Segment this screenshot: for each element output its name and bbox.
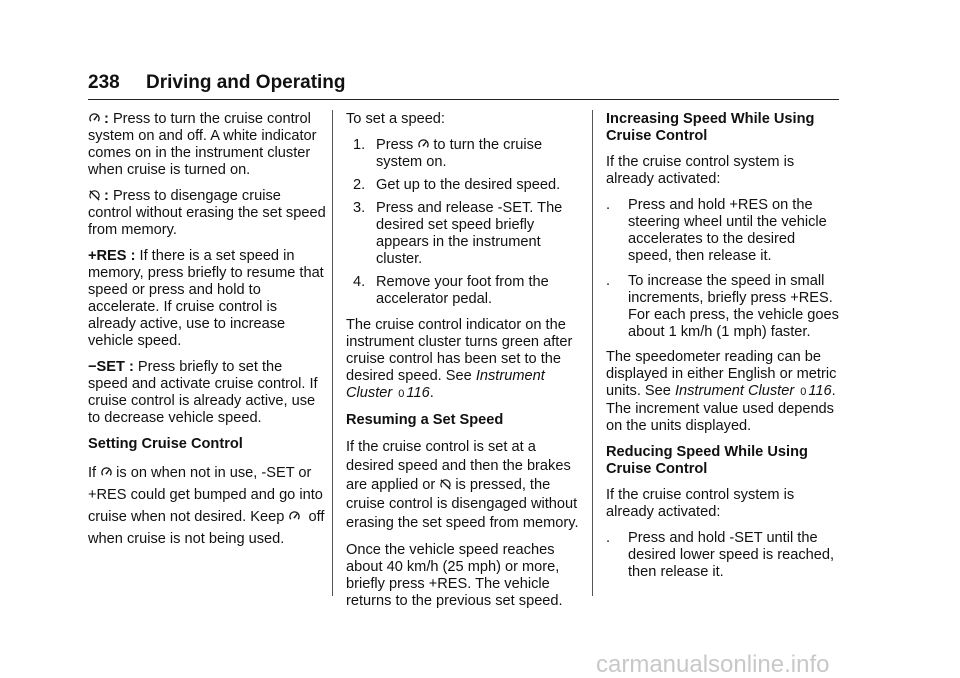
- set-speed-intro: To set a speed:: [346, 111, 445, 127]
- section-title: Driving and Operating: [146, 72, 346, 93]
- cruise-control-icon: [88, 112, 101, 125]
- setting-cruise-paragraph: If is on when not in use, -SET or +RES could get bumped and go into cruise when not desired. Keep off when cruise is not being used.: [88, 465, 325, 547]
- list-item: 4. Remove your foot from the accelerator pedal.: [353, 274, 549, 307]
- cruise-cancel-icon: [88, 189, 101, 202]
- list-item: . Press and hold +RES on the steering wheel until the vehicle accelerates to the desired speed, then release it.: [606, 197, 827, 264]
- reducing-speed-heading: Reducing Speed While Using Cruise Control: [606, 444, 808, 477]
- page-ref-number[interactable]: 116: [808, 383, 832, 399]
- column-2: [346, 111, 582, 619]
- column-divider-1: [332, 110, 333, 596]
- cruise-on-off-paragraph: : Press to turn the cruise control system on and off. A white indicator comes on in the instrument cluster when cruise is turned on.: [88, 111, 317, 178]
- resume-paragraph: If the cruise control is set at a desired speed and then the brakes are applied or is pressed, the cruise control is disengaged without erasing the set speed from memory.: [346, 439, 579, 531]
- res-paragraph: +RES : If there is a set speed in memory, press briefly to resume that speed or press and hold to accelerate. If cruise control is already active, use to increase vehicle speed.: [88, 248, 324, 349]
- increase-intro: If the cruise control system is already activated:: [606, 154, 795, 187]
- cruise-control-icon: [417, 138, 430, 151]
- cancel-paragraph: : Press to disengage cruise control without erasing the set speed from memory.: [88, 188, 326, 238]
- resume-paragraph-2: Once the vehicle speed reaches about 40 km/h (25 mph) or more, briefly press +RES. The vehicle returns to the previous set speed.: [346, 542, 563, 609]
- instrument-cluster-link[interactable]: Instrument Cluster: [674, 383, 795, 399]
- column-3: [606, 111, 842, 589]
- page-number: 238: [88, 72, 120, 93]
- reduce-intro: If the cruise control system is already activated:: [606, 487, 795, 520]
- page-ref-arrow: 0: [800, 386, 807, 398]
- list-item: . Press and hold -SET until the desired lower speed is reached, then release it.: [606, 530, 835, 580]
- list-item: 1. Press to turn the cruise system on.: [353, 137, 543, 170]
- indicator-paragraph: The cruise control indicator on the instrument cluster turns green after cruise control has been set to the desired speed. See Instrument Cluster 0 116.: [346, 317, 573, 401]
- speedometer-paragraph: The speedometer reading can be displayed in either English or metric units. See Instrument Cluster 0 116. The increment value used depends on the units displayed.: [606, 349, 837, 434]
- list-item: . To increase the speed in small increments, briefly press +RES. For each press, the vehicle goes about 1 km/h (1 mph) faster.: [606, 273, 839, 340]
- cruise-control-icon: [100, 466, 113, 479]
- column-divider-2: [592, 110, 593, 596]
- page-header: [88, 72, 838, 98]
- page-ref-arrow: 0: [398, 388, 405, 400]
- column-1: [88, 111, 326, 559]
- header-rule: [88, 99, 839, 100]
- resuming-heading: Resuming a Set Speed: [346, 412, 504, 428]
- list-item: 3. Press and release -SET. The desired set speed briefly appears in the instrument cluster.: [353, 200, 563, 267]
- watermark: carmanualsonline.info: [596, 651, 830, 678]
- list-item: 2. Get up to the desired speed.: [353, 177, 561, 193]
- set-paragraph: −SET : Press briefly to set the speed and activate cruise control. If cruise control is already active, use to decrease vehicle speed.: [88, 359, 318, 426]
- instrument-cluster-link[interactable]: Instrument Cluster: [346, 368, 545, 401]
- cruise-control-icon: [288, 510, 301, 523]
- page-ref-number[interactable]: 116: [406, 385, 430, 401]
- cruise-cancel-icon: [439, 478, 452, 491]
- setting-cruise-heading: Setting Cruise Control: [88, 436, 243, 452]
- increasing-speed-heading: Increasing Speed While Using Cruise Control: [606, 111, 815, 144]
